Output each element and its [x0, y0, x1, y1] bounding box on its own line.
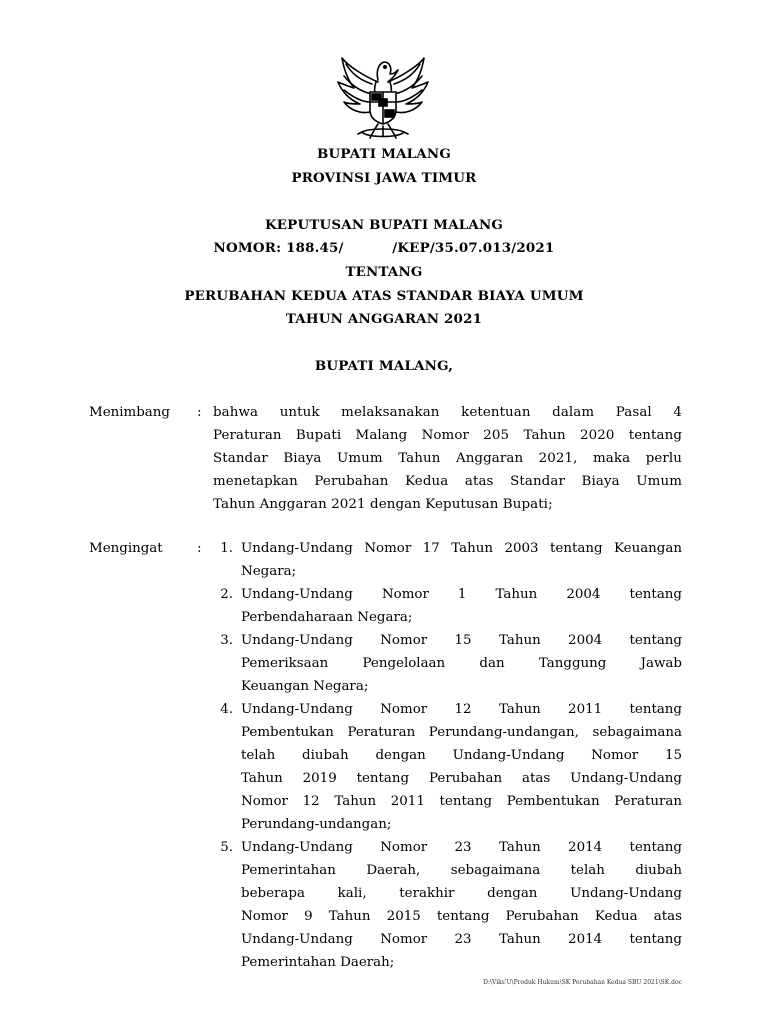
list-item-line: Undang-Undang Nomor 15 Tahun 2004 tentang: [241, 633, 682, 648]
decree-number: NOMOR: 188.45/ /KEP/35.07.013/2021: [213, 240, 555, 256]
menimbang-line: menetapkan Perubahan Kedua atas Standar Biaya Umum: [213, 474, 682, 489]
issuer-heading: BUPATI MALANG,: [314, 358, 454, 374]
menimbang-label: Menimbang: [89, 405, 170, 420]
about-heading: TENTANG: [345, 264, 423, 280]
menimbang-line: bahwa untuk melaksanakan ketentuan dalam Pasal 4: [213, 405, 682, 420]
list-item-line: Perbendaharaan Negara;: [241, 610, 413, 625]
list-item-number: 3.: [220, 633, 233, 648]
file-path-footer: D:\Viks'U\Produk Hukum\SK Perubahan Kedua SBU 2021\SK.doc: [483, 979, 682, 986]
list-item-number: 5.: [220, 840, 233, 855]
list-item-line: Undang-Undang Nomor 12 Tahun 2011 tentang: [241, 702, 682, 717]
decree-subject-line1: PERUBAHAN KEDUA ATAS STANDAR BIAYA UMUM: [184, 288, 584, 304]
decree-subject-line2: TAHUN ANGGARAN 2021: [285, 311, 483, 327]
list-item-line: Negara;: [241, 564, 297, 579]
list-item-number: 2.: [220, 587, 233, 602]
list-item-line: Undang-Undang Nomor 23 Tahun 2014 tentang: [241, 932, 682, 947]
garuda-emblem-icon: [334, 52, 432, 146]
list-item-line: Pemerintahan Daerah;: [241, 955, 395, 970]
list-item-line: telah diubah dengan Undang-Undang Nomor 15: [241, 748, 682, 763]
mengingat-label: Mengingat: [89, 541, 163, 556]
list-item-line: Perundang-undangan;: [241, 817, 392, 832]
list-item-line: Undang-Undang Nomor 17 Tahun 2003 tentang Keuangan: [241, 541, 682, 556]
mengingat-colon: :: [197, 541, 202, 556]
list-item-line: Undang-Undang Nomor 23 Tahun 2014 tentang: [241, 840, 682, 855]
menimbang-line: Tahun Anggaran 2021 dengan Keputusan Bupati;: [213, 497, 553, 512]
list-item-line: Undang-Undang Nomor 1 Tahun 2004 tentang: [241, 587, 682, 602]
menimbang-colon: :: [197, 405, 202, 420]
list-item-line: Tahun 2019 tentang Perubahan atas Undang-Undang: [241, 771, 682, 786]
list-item-line: Pembentukan Peraturan Perundang-undangan, sebagaimana: [241, 725, 682, 740]
list-item-line: Keuangan Negara;: [241, 679, 369, 694]
list-item-line: beberapa kali, terakhir dengan Undang-Undang: [241, 886, 682, 901]
menimbang-line: Peraturan Bupati Malang Nomor 205 Tahun 2020 tentang: [213, 428, 682, 443]
menimbang-line: Standar Biaya Umum Tahun Anggaran 2021, maka perlu: [213, 451, 682, 466]
list-item-line: Nomor 12 Tahun 2011 tentang Pembentukan Peraturan: [241, 794, 682, 809]
list-item-line: Nomor 9 Tahun 2015 tentang Perubahan Kedua atas: [241, 909, 682, 924]
list-item-line: Pemerintahan Daerah, sebagaimana telah diubah: [241, 863, 682, 878]
province-title: PROVINSI JAWA TIMUR: [291, 170, 477, 186]
decree-title: KEPUTUSAN BUPATI MALANG: [264, 217, 504, 233]
regent-title: BUPATI MALANG: [317, 146, 451, 162]
list-item-number: 1.: [220, 541, 233, 556]
list-item-number: 4.: [220, 702, 233, 717]
list-item-line: Pemeriksaan Pengelolaan dan Tanggung Jawab: [241, 656, 682, 671]
